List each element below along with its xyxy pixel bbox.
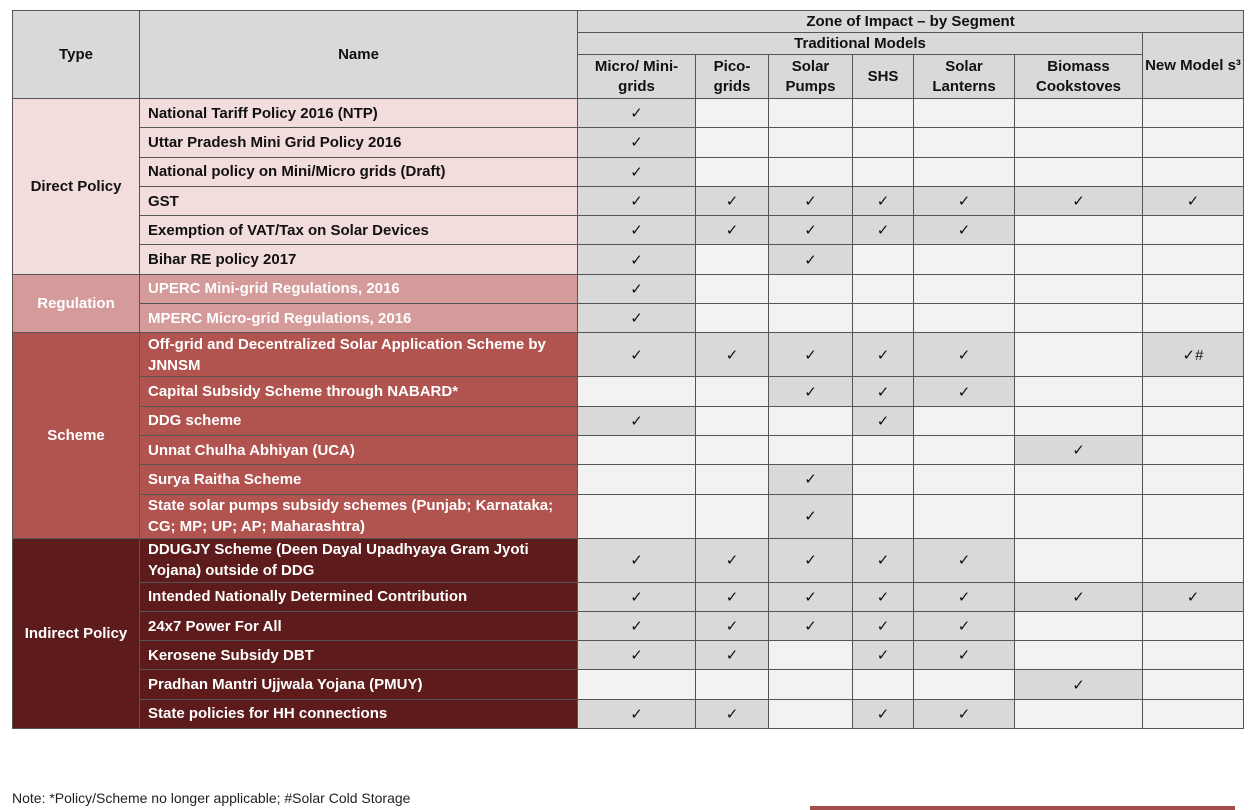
empty-cell	[853, 304, 914, 333]
row-name: Intended Nationally Determined Contribution	[140, 582, 578, 611]
check-mark: ✓	[914, 377, 1015, 406]
empty-cell	[1015, 406, 1143, 435]
empty-cell	[1143, 611, 1244, 640]
empty-cell	[914, 465, 1015, 494]
check-mark: ✓	[1015, 186, 1143, 215]
empty-cell	[1015, 274, 1143, 303]
empty-cell	[1143, 538, 1244, 582]
empty-cell	[1143, 274, 1244, 303]
row-name: Surya Raitha Scheme	[140, 465, 578, 494]
empty-cell	[1015, 128, 1143, 157]
table-row	[13, 465, 1244, 494]
empty-cell	[1143, 465, 1244, 494]
empty-cell	[1143, 245, 1244, 274]
empty-cell	[914, 245, 1015, 274]
empty-cell	[696, 304, 769, 333]
empty-cell	[578, 435, 696, 464]
check-mark: ✓	[914, 641, 1015, 670]
check-mark: ✓	[914, 582, 1015, 611]
empty-cell	[769, 274, 853, 303]
check-mark: ✓	[914, 333, 1015, 377]
row-name: Capital Subsidy Scheme through NABARD*	[140, 377, 578, 406]
check-mark: ✓	[914, 699, 1015, 728]
check-mark: ✓	[696, 582, 769, 611]
check-mark: ✓	[769, 186, 853, 215]
row-name: Off-grid and Decentralized Solar Application Scheme by JNNSM	[140, 333, 578, 377]
empty-cell	[769, 304, 853, 333]
check-mark: ✓	[578, 641, 696, 670]
empty-cell	[1143, 157, 1244, 186]
table-body	[13, 99, 1244, 729]
table-row	[13, 406, 1244, 435]
check-mark: ✓	[769, 216, 853, 245]
check-mark: ✓	[696, 699, 769, 728]
check-mark: ✓	[853, 641, 914, 670]
table-row	[13, 494, 1244, 538]
empty-cell	[1015, 157, 1143, 186]
empty-cell	[696, 245, 769, 274]
empty-cell	[853, 670, 914, 699]
check-mark: ✓	[769, 465, 853, 494]
empty-cell	[914, 670, 1015, 699]
empty-cell	[1015, 377, 1143, 406]
check-mark: ✓	[696, 333, 769, 377]
empty-cell	[914, 435, 1015, 464]
row-name: National policy on Mini/Micro grids (Draft)	[140, 157, 578, 186]
empty-cell	[769, 128, 853, 157]
check-mark: ✓	[853, 216, 914, 245]
type-cell: Regulation	[13, 274, 140, 333]
row-name: DDG scheme	[140, 406, 578, 435]
empty-cell	[578, 670, 696, 699]
table-row	[13, 377, 1244, 406]
row-name: Bihar RE policy 2017	[140, 245, 578, 274]
empty-cell	[769, 670, 853, 699]
empty-cell	[853, 128, 914, 157]
col-header-shs: SHS	[853, 55, 914, 99]
check-mark: ✓	[769, 245, 853, 274]
empty-cell	[914, 406, 1015, 435]
new-models-header: New Model s³	[1143, 33, 1244, 99]
empty-cell	[853, 274, 914, 303]
empty-cell	[696, 377, 769, 406]
row-name: MPERC Micro-grid Regulations, 2016	[140, 304, 578, 333]
empty-cell	[914, 274, 1015, 303]
col-header-micro-mini-grids: Micro/ Mini-grids	[578, 55, 696, 99]
check-mark: ✓	[769, 494, 853, 538]
table-row	[13, 304, 1244, 333]
check-mark: ✓	[769, 582, 853, 611]
check-mark: ✓	[696, 611, 769, 640]
table-row	[13, 670, 1244, 699]
empty-cell	[1143, 699, 1244, 728]
empty-cell	[853, 494, 914, 538]
empty-cell	[578, 494, 696, 538]
check-mark: ✓	[853, 582, 914, 611]
row-name: Uttar Pradesh Mini Grid Policy 2016	[140, 128, 578, 157]
table-row	[13, 641, 1244, 670]
check-mark: ✓	[853, 611, 914, 640]
table-row	[13, 99, 1244, 128]
check-mark: ✓	[696, 216, 769, 245]
empty-cell	[914, 157, 1015, 186]
check-mark: ✓	[578, 216, 696, 245]
empty-cell	[1143, 216, 1244, 245]
empty-cell	[914, 99, 1015, 128]
check-mark: ✓	[853, 333, 914, 377]
check-mark: ✓	[1143, 582, 1244, 611]
zone-header: Zone of Impact – by Segment	[578, 11, 1244, 33]
empty-cell	[769, 435, 853, 464]
check-mark: ✓	[769, 377, 853, 406]
table-row	[13, 699, 1244, 728]
empty-cell	[1143, 377, 1244, 406]
empty-cell	[769, 699, 853, 728]
empty-cell	[578, 465, 696, 494]
check-mark: ✓	[769, 611, 853, 640]
empty-cell	[1143, 641, 1244, 670]
row-name: Unnat Chulha Abhiyan (UCA)	[140, 435, 578, 464]
row-name: State policies for HH connections	[140, 699, 578, 728]
check-mark: ✓	[578, 538, 696, 582]
empty-cell	[1015, 641, 1143, 670]
table-row	[13, 611, 1244, 640]
row-name: DDUGJY Scheme (Deen Dayal Upadhyaya Gram Jyoti Yojana) outside of DDG	[140, 538, 578, 582]
check-mark: ✓	[914, 186, 1015, 215]
row-name: Exemption of VAT/Tax on Solar Devices	[140, 216, 578, 245]
empty-cell	[696, 494, 769, 538]
table-row	[13, 333, 1244, 377]
empty-cell	[853, 465, 914, 494]
empty-cell	[1015, 494, 1143, 538]
empty-cell	[1015, 611, 1143, 640]
empty-cell	[578, 377, 696, 406]
type-cell: Direct Policy	[13, 99, 140, 275]
empty-cell	[1015, 99, 1143, 128]
row-name: Pradhan Mantri Ujjwala Yojana (PMUY)	[140, 670, 578, 699]
check-mark: ✓	[578, 245, 696, 274]
check-mark: ✓	[578, 406, 696, 435]
check-mark: ✓	[578, 99, 696, 128]
check-mark: ✓	[578, 274, 696, 303]
row-name: 24x7 Power For All	[140, 611, 578, 640]
check-mark: ✓	[853, 406, 914, 435]
table-row	[13, 582, 1244, 611]
empty-cell	[1015, 699, 1143, 728]
check-mark: ✓	[1015, 435, 1143, 464]
check-mark: ✓	[769, 538, 853, 582]
row-name: UPERC Mini-grid Regulations, 2016	[140, 274, 578, 303]
empty-cell	[1015, 304, 1143, 333]
empty-cell	[1143, 304, 1244, 333]
check-mark: ✓	[578, 186, 696, 215]
check-mark: ✓	[914, 611, 1015, 640]
col-header-solar-pumps: Solar Pumps	[769, 55, 853, 99]
empty-cell	[769, 99, 853, 128]
check-mark: ✓	[578, 128, 696, 157]
table-row	[13, 216, 1244, 245]
row-name: Kerosene Subsidy DBT	[140, 641, 578, 670]
empty-cell	[769, 406, 853, 435]
check-mark: ✓	[914, 216, 1015, 245]
empty-cell	[696, 274, 769, 303]
empty-cell	[696, 406, 769, 435]
empty-cell	[696, 670, 769, 699]
check-mark: ✓	[1015, 670, 1143, 699]
check-mark: ✓#	[1143, 333, 1244, 377]
check-mark: ✓	[1143, 186, 1244, 215]
check-mark: ✓	[696, 186, 769, 215]
empty-cell	[914, 494, 1015, 538]
empty-cell	[696, 435, 769, 464]
row-name: State solar pumps subsidy schemes (Punjab; Karnataka; CG; MP; UP; AP; Maharashtra)	[140, 494, 578, 538]
row-name: GST	[140, 186, 578, 215]
table-row	[13, 157, 1244, 186]
empty-cell	[1143, 435, 1244, 464]
check-mark: ✓	[578, 582, 696, 611]
type-cell: Scheme	[13, 333, 140, 538]
table-row	[13, 245, 1244, 274]
row-name: National Tariff Policy 2016 (NTP)	[140, 99, 578, 128]
check-mark: ✓	[578, 157, 696, 186]
empty-cell	[696, 99, 769, 128]
check-mark: ✓	[578, 333, 696, 377]
footnote: Note: *Policy/Scheme no longer applicable; #Solar Cold Storage	[12, 790, 411, 806]
empty-cell	[769, 157, 853, 186]
table-row	[13, 274, 1244, 303]
check-mark: ✓	[1015, 582, 1143, 611]
empty-cell	[853, 157, 914, 186]
empty-cell	[853, 245, 914, 274]
col-header-biomass-cookstoves: Biomass Cookstoves	[1015, 55, 1143, 99]
empty-cell	[696, 465, 769, 494]
check-mark: ✓	[578, 699, 696, 728]
empty-cell	[914, 304, 1015, 333]
empty-cell	[853, 99, 914, 128]
type-header: Type	[13, 11, 140, 99]
empty-cell	[1015, 216, 1143, 245]
check-mark: ✓	[578, 304, 696, 333]
check-mark: ✓	[578, 611, 696, 640]
check-mark: ✓	[853, 538, 914, 582]
empty-cell	[696, 128, 769, 157]
empty-cell	[1015, 465, 1143, 494]
check-mark: ✓	[696, 641, 769, 670]
col-header-pico-grids: Pico- grids	[696, 55, 769, 99]
empty-cell	[1015, 333, 1143, 377]
table-row	[13, 186, 1244, 215]
empty-cell	[1143, 494, 1244, 538]
policy-impact-table	[12, 10, 1244, 729]
name-header: Name	[140, 11, 578, 99]
empty-cell	[769, 641, 853, 670]
empty-cell	[1143, 128, 1244, 157]
empty-cell	[1143, 406, 1244, 435]
col-header-solar-lanterns: Solar Lanterns	[914, 55, 1015, 99]
check-mark: ✓	[853, 377, 914, 406]
table-row	[13, 128, 1244, 157]
empty-cell	[853, 435, 914, 464]
table-row	[13, 538, 1244, 582]
check-mark: ✓	[769, 333, 853, 377]
check-mark: ✓	[853, 186, 914, 215]
empty-cell	[696, 157, 769, 186]
check-mark: ✓	[914, 538, 1015, 582]
table-row	[13, 435, 1244, 464]
empty-cell	[1143, 99, 1244, 128]
decorative-accent-bar	[810, 806, 1235, 810]
check-mark: ✓	[696, 538, 769, 582]
type-cell: Indirect Policy	[13, 538, 140, 728]
check-mark: ✓	[853, 699, 914, 728]
empty-cell	[1143, 670, 1244, 699]
empty-cell	[1015, 538, 1143, 582]
empty-cell	[914, 128, 1015, 157]
empty-cell	[1015, 245, 1143, 274]
traditional-models-header: Traditional Models	[578, 33, 1143, 55]
